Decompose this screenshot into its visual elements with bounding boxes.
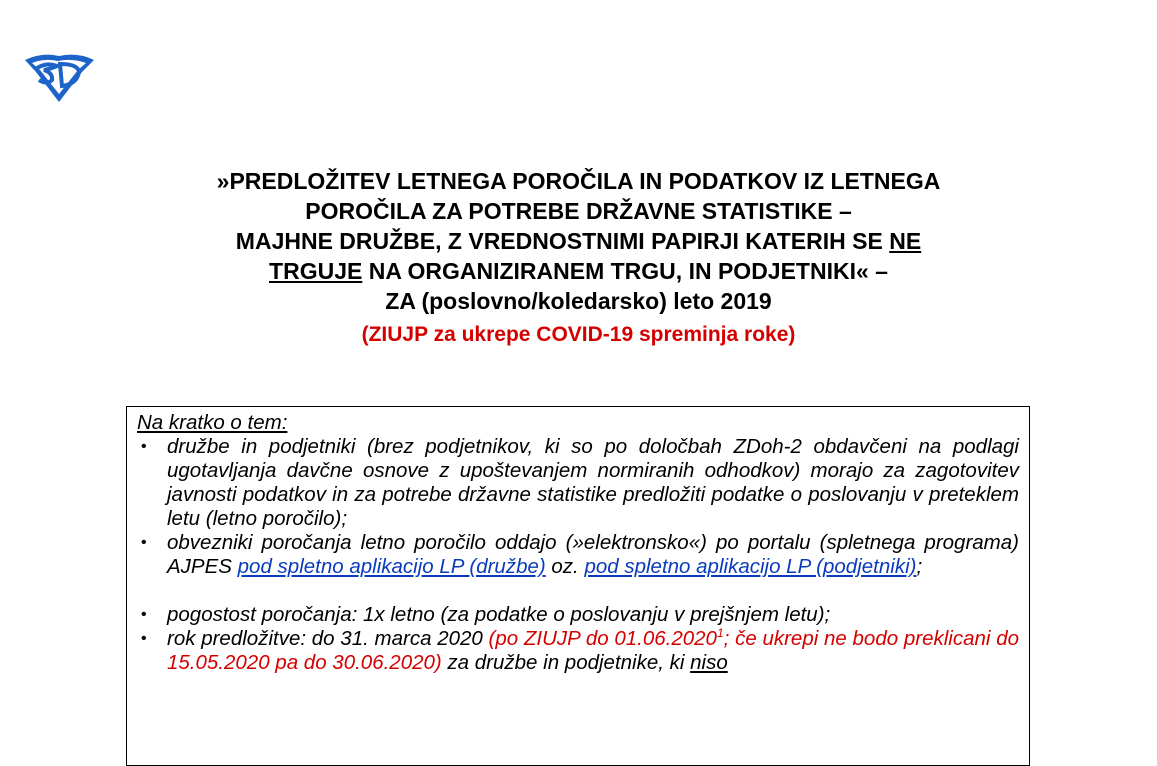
underlined-trguje: TRGUJE	[269, 258, 363, 284]
title-line-4: TRGUJE NA ORGANIZIRANEM TRGU, IN PODJETNIKI« –	[269, 258, 888, 284]
footnote-ref[interactable]: 1	[716, 626, 724, 641]
underlined-niso: niso	[690, 651, 728, 674]
document-title	[0, 166, 1157, 350]
list-item: • pogostost poročanja: 1x letno (za podatke o poslovanju v prejšnjem letu);	[137, 603, 1019, 627]
list-item: • družbe in podjetniki (brez podjetnikov, ki so po določbah ZDoh-2 obdavčeni na podlagi ugotavljanja davčne osnove z upoštevanjem normiranih odhodkov) morajo za zagotovitev javnosti podatkov in za potrebe državne statistike predložiti podatke o poslovanju v preteklem letu (letno poročilo);	[137, 435, 1019, 531]
summary-list	[137, 435, 1019, 675]
underlined-ne: NE	[889, 228, 922, 254]
ziujp-deadline: (po ZIUJP do 01.06.2020$^1$; če ukrepi ne bodo preklicani do 15.05.2020 pa do 30.06.2020)	[167, 626, 1019, 674]
list-item: • obvezniki poročanja letno poročilo oddajo (»elektronsko«) po portalu (spletnega programa) AJPES pod spletno aplikacijo LP (družbe) oz. pod spletno aplikacijo LP (podjetniki);	[137, 531, 1019, 579]
link-lp-podjetniki[interactable]: pod spletno aplikacijo LP (podjetniki)	[584, 555, 917, 578]
covid-note: (ZIUJP za ukrepe COVID-19 spreminja roke)	[361, 323, 796, 346]
list-item: • rok predložitve: do 31. marca 2020 (po ZIUJP do 01.06.2020$^1$; če ukrepi ne bodo preklicani do 15.05.2020 pa do 30.06.2020) za družbe in podjetnike, ki niso	[137, 627, 1019, 675]
summary-heading: Na kratko o tem:	[137, 411, 288, 434]
title-line-1: »PREDLOŽITEV LETNEGA POROČILA IN PODATKOV IZ LETNEGA	[216, 168, 941, 194]
link-lp-druzbe[interactable]: pod spletno aplikacijo LP (družbe)	[237, 555, 546, 578]
summary-box	[126, 406, 1030, 766]
title-line-2: POROČILA ZA POTREBE DRŽAVNE STATISTIKE –	[305, 198, 852, 224]
title-line-5: ZA (poslovno/koledarsko) leto 2019	[385, 288, 772, 314]
list-spacer	[137, 579, 1019, 603]
title-line-3: MAJHNE DRUŽBE, Z VREDNOSTNIMI PAPIRJI KATERIH SE NE	[235, 228, 922, 254]
sd-logo-icon	[22, 50, 96, 104]
